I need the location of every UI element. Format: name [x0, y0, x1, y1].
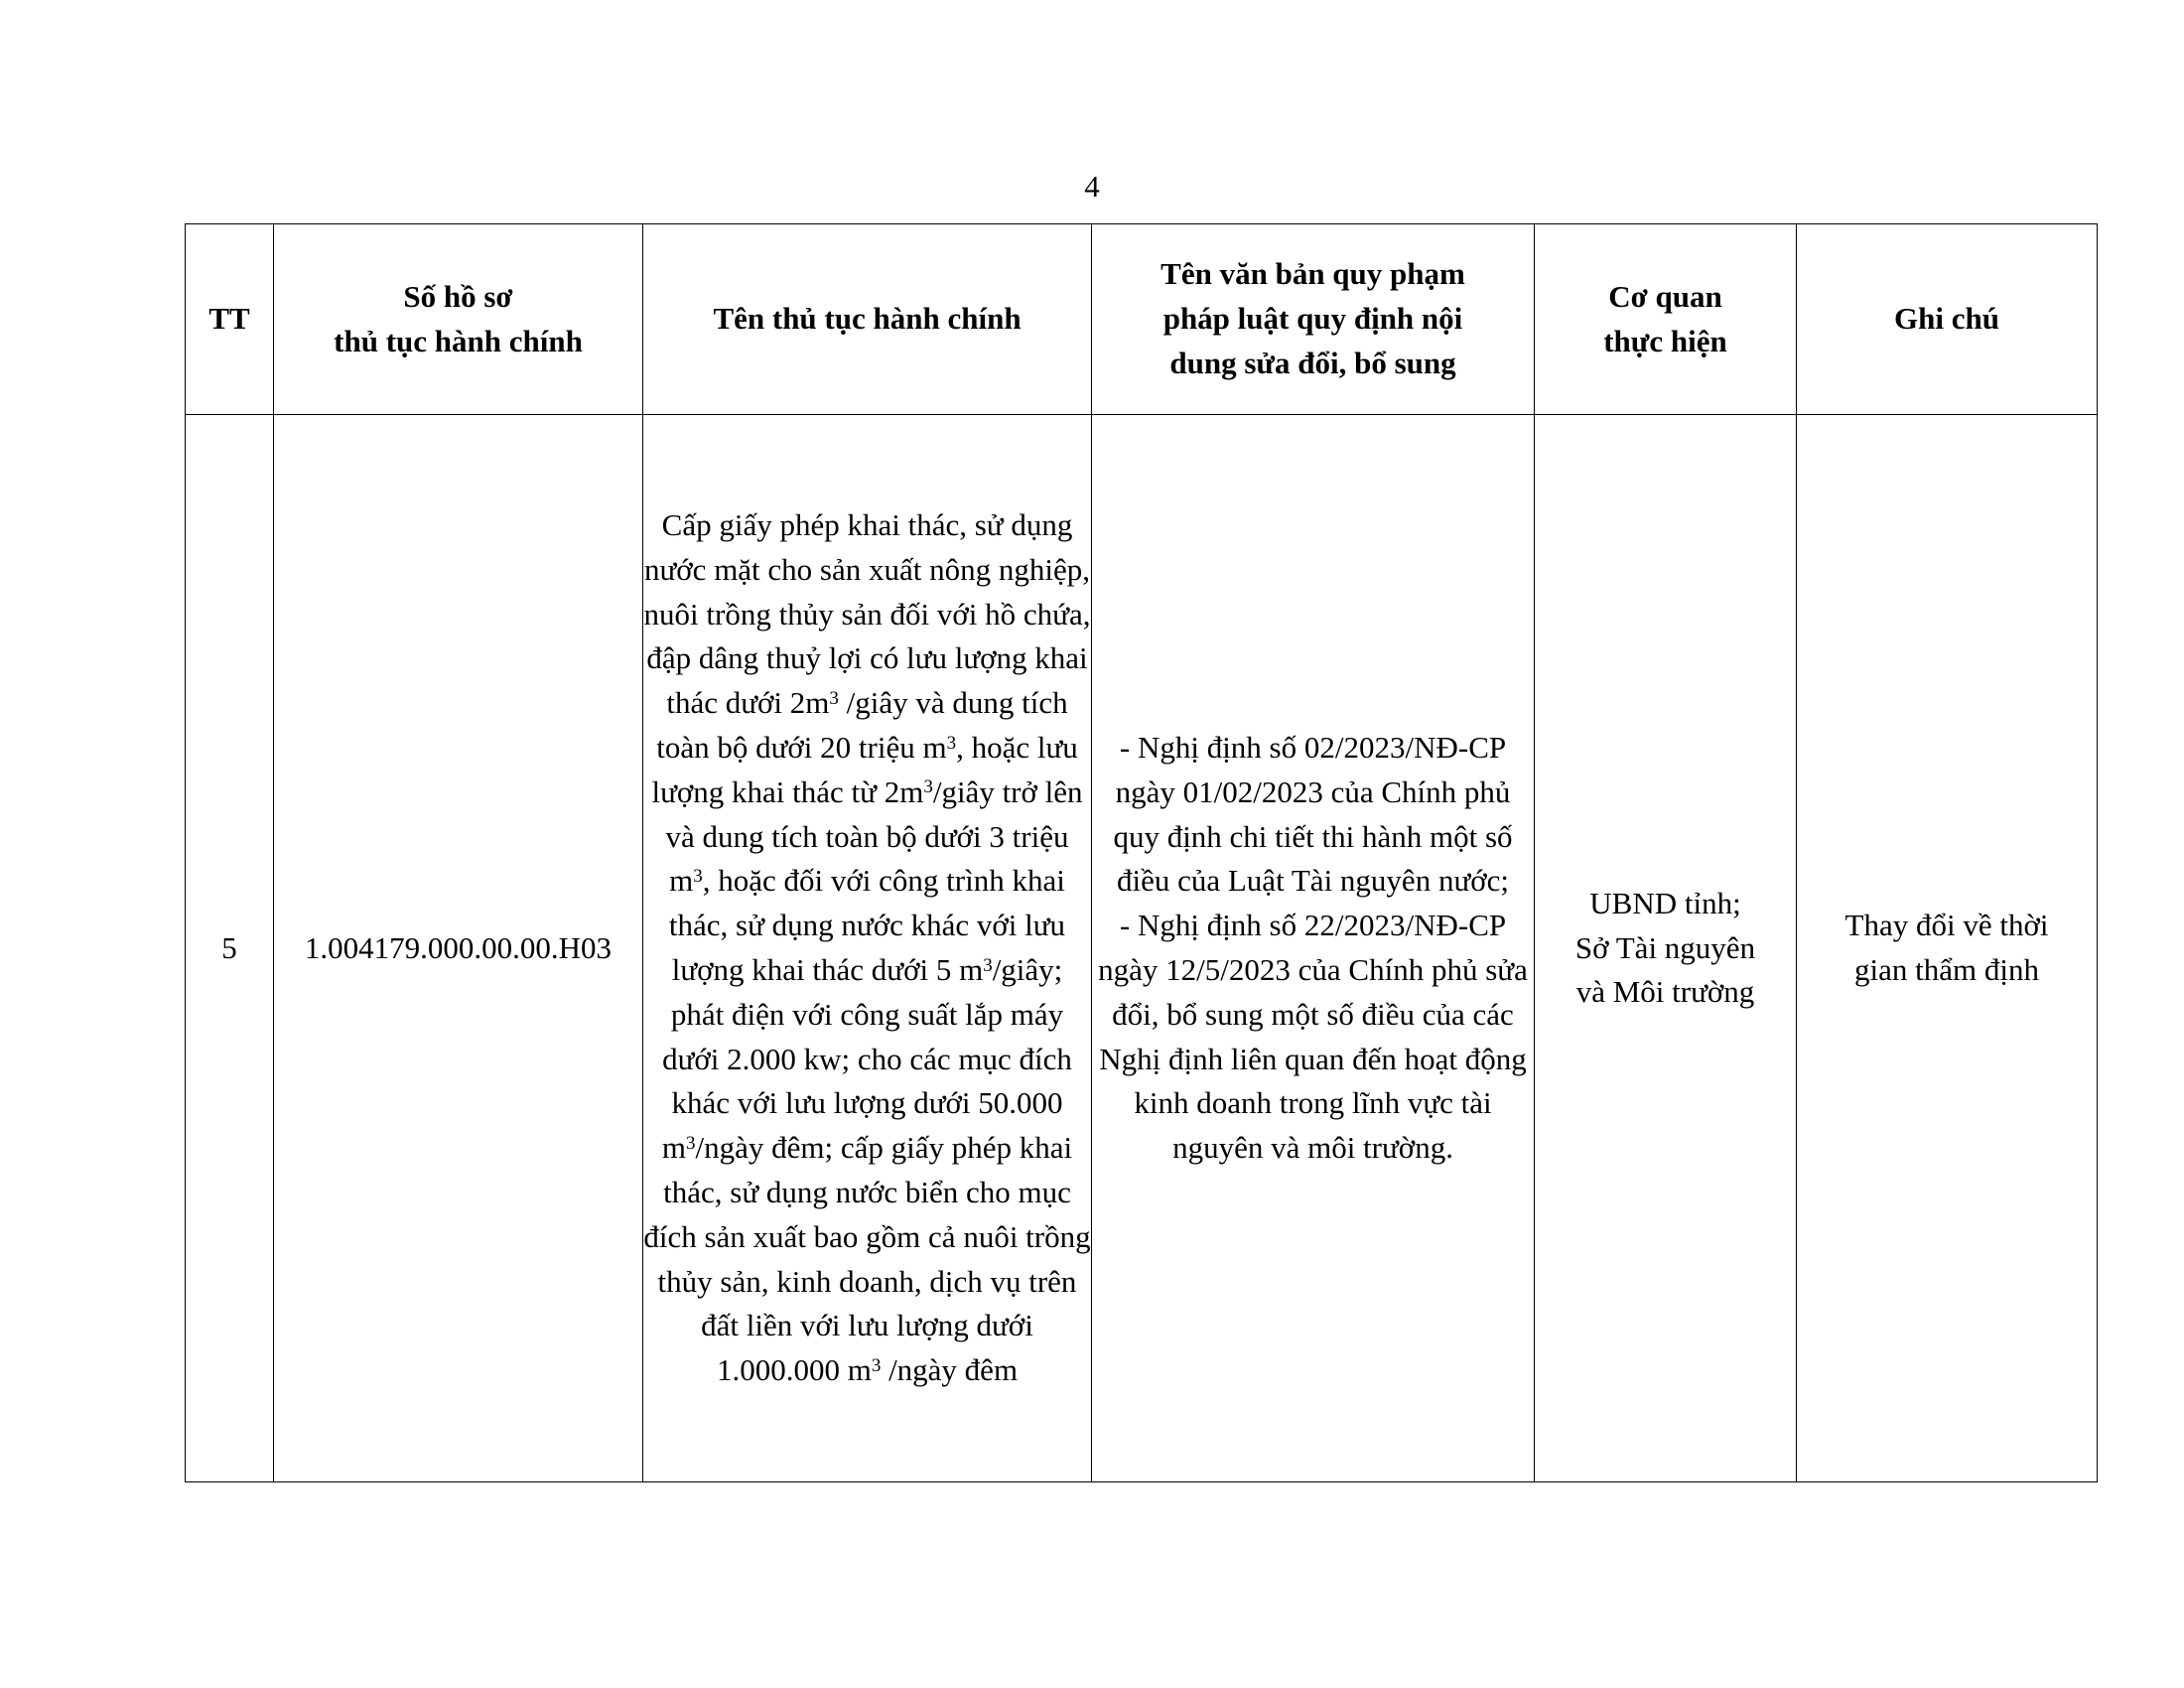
table-row: [186, 415, 2098, 1482]
superscript-3: 3: [685, 1132, 696, 1154]
procedure-name-part8: /ngày đêm: [881, 1352, 1019, 1388]
table-header-row: [186, 224, 2098, 415]
superscript-3: 3: [829, 687, 839, 709]
note-line: gian thẩm định: [1854, 952, 2039, 987]
header-legal-documents-line1: Tên văn bản quy phạm: [1160, 256, 1465, 292]
header-legal-documents: [1092, 224, 1535, 415]
superscript-3: 3: [983, 954, 993, 976]
header-tt: TT: [186, 224, 274, 415]
superscript-3: 3: [923, 776, 933, 798]
agency-line: UBND tỉnh;: [1589, 885, 1741, 920]
cell-procedure-code: 1.004179.000.00.00.H03: [274, 415, 643, 1482]
procedure-name-part4: /giây trở lên và dung tích toàn bộ dưới 3 triệu m: [665, 774, 1083, 899]
cell-agency: [1535, 415, 1797, 1482]
header-procedure-code-line1: Số hồ sơ: [403, 278, 513, 314]
header-agency: [1535, 224, 1797, 415]
cell-legal-documents: [1092, 415, 1535, 1482]
cell-tt: 5: [186, 415, 274, 1482]
procedure-name-part5: , hoặc đối với công trình khai thác, sử dụng nước khác với lưu lượng khai thác dưới 5 m: [668, 863, 1066, 987]
superscript-3: 3: [946, 732, 957, 754]
header-agency-line2: thực hiện: [1603, 323, 1727, 358]
legal-document-item: - Nghị định số 02/2023/NĐ-CP ngày 01/02/2023 của Chính phủ quy định chi tiết thi hành một số điều của Luật Tài nguyên nước;: [1113, 730, 1513, 899]
header-agency-line1: Cơ quan: [1608, 278, 1722, 314]
cell-note: [1797, 415, 2098, 1482]
superscript-3: 3: [693, 866, 703, 888]
header-procedure-name: Tên thủ tục hành chính: [643, 224, 1092, 415]
procedure-table: [185, 223, 2098, 1482]
header-procedure-code: [274, 224, 643, 415]
header-legal-documents-line3: dung sửa đổi, bổ sung: [1169, 345, 1456, 380]
procedure-name-part6: /giây; phát điện với công suất lắp máy dưới 2.000 kw; cho các mục đích khác với lưu lượng dưới 50.000 m: [661, 952, 1072, 1166]
procedure-name-part2: /giây và dung tích toàn bộ dưới 20 triệu m: [656, 685, 1068, 766]
legal-document-item: - Nghị định số 22/2023/NĐ-CP ngày 12/5/2023 của Chính phủ sửa đổi, bổ sung một số điều của các Nghị định liên quan đến hoạt động kinh doanh trong lĩnh vực tài nguyên và môi trường.: [1098, 908, 1528, 1166]
cell-procedure-name: [643, 415, 1092, 1482]
page-number: 4: [1084, 169, 1100, 204]
agency-line: Sở Tài nguyên: [1574, 929, 1756, 965]
superscript-3: 3: [871, 1354, 882, 1376]
procedure-name-part7: /ngày đêm; cấp giấy phép khai thác, sử dụng nước biển cho mục đích sản xuất bao gồm cả nuôi trồng thủy sản, kinh doanh, dịch vụ trên đất liền với lưu lượng dưới 1.000.000 m: [643, 1130, 1091, 1388]
agency-line: và Môi trường: [1575, 974, 1755, 1010]
header-legal-documents-line2: pháp luật quy định nội: [1162, 301, 1463, 337]
note-line: Thay đổi về thời: [1844, 908, 2049, 943]
procedure-name-part3: , hoặc lưu lượng khai thác từ 2m: [651, 730, 1078, 809]
header-note: Ghi chú: [1797, 224, 2098, 415]
header-procedure-code-line2: thủ tục hành chính: [334, 323, 583, 358]
procedure-name-part1: Cấp giấy phép khai thác, sử dụng nước mặt cho sản xuất nông nghiệp, nuôi trồng thủy sản đối với hồ chứa, đập dâng thuỷ lợi có lưu lượng khai thác dưới 2m: [643, 507, 1091, 721]
